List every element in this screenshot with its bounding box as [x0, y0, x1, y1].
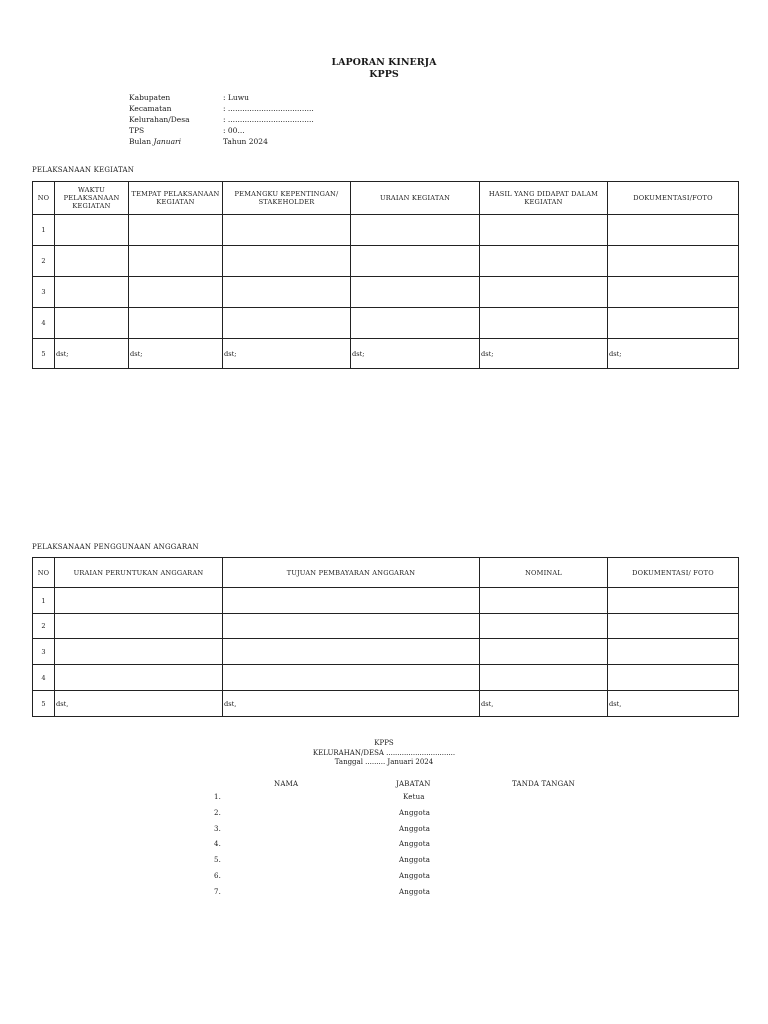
col-header-hasil: HASIL YANG DIDAPAT DALAM KEGIATAN [480, 182, 608, 215]
tps-label: TPS [129, 126, 145, 135]
member-number: 2. [214, 809, 222, 817]
table-cell [351, 308, 480, 339]
table-cell: dst, [608, 691, 739, 717]
table-cell [223, 588, 480, 614]
table-cell [480, 639, 608, 665]
row-number: 3 [33, 277, 55, 308]
bulan-value: Tahun 2024 [223, 137, 268, 146]
table-cell [55, 614, 223, 639]
col-header-dokumentasi: DOKUMENTASI/ FOTO [608, 558, 739, 588]
table-cell [55, 308, 129, 339]
member-jabatan: Anggota [399, 856, 431, 864]
table-cell [223, 308, 351, 339]
row-number: 1 [33, 215, 55, 246]
table-cell: dst; [129, 339, 223, 369]
kegiatan-table [32, 181, 739, 369]
table-row [33, 339, 739, 369]
table-cell [608, 246, 739, 277]
table-cell [223, 246, 351, 277]
report-info [129, 92, 314, 147]
report-title: LAPORAN KINERJA [331, 57, 437, 68]
table-cell: dst; [223, 339, 351, 369]
row-number: 4 [33, 308, 55, 339]
row-number: 1 [33, 588, 55, 614]
section-title-anggaran: PELAKSANAAN PENGGUNAAN ANGGARAN [32, 543, 199, 551]
table-cell [608, 614, 739, 639]
row-number: 4 [33, 665, 55, 691]
table-row [33, 215, 739, 246]
kabupaten-value: : Luwu [223, 93, 249, 102]
table-cell [129, 246, 223, 277]
col-header-jabatan: JABATAN [396, 780, 431, 788]
table-cell [55, 246, 129, 277]
col-header-no: NO [33, 558, 55, 588]
member-number: 7. [214, 888, 222, 896]
col-header-nama: NAMA [274, 780, 299, 788]
table-row [33, 639, 739, 665]
table-cell [480, 665, 608, 691]
row-number: 2 [33, 614, 55, 639]
col-header-nominal: NOMINAL [480, 558, 608, 588]
row-number: 5 [33, 691, 55, 717]
kelurahan-label: Kelurahan/Desa [129, 115, 190, 124]
member-jabatan: Ketua [403, 793, 425, 801]
col-header-dokumentasi: DOKUMENTASI/FOTO [608, 182, 739, 215]
col-header-uraian: URAIAN KEGIATAN [351, 182, 480, 215]
table-row [33, 308, 739, 339]
col-header-tempat: TEMPAT PELAKSANAAN KEGIATAN [129, 182, 223, 215]
bulan-label: Bulan [129, 137, 152, 146]
row-number: 3 [33, 639, 55, 665]
col-header-waktu: WAKTU PELAKSANAAN KEGIATAN [55, 182, 129, 215]
table-cell [55, 215, 129, 246]
report-subtitle: KPPS [369, 69, 399, 80]
table-cell: dst; [351, 339, 480, 369]
table-cell [480, 277, 608, 308]
table-header-row [33, 558, 739, 588]
row-number: 2 [33, 246, 55, 277]
table-cell [55, 665, 223, 691]
table-cell [608, 277, 739, 308]
table-cell: dst; [608, 339, 739, 369]
member-jabatan: Anggota [399, 840, 431, 848]
table-cell [223, 277, 351, 308]
table-cell [608, 588, 739, 614]
member-number: 3. [214, 825, 222, 833]
table-cell: dst; [480, 339, 608, 369]
table-row [33, 614, 739, 639]
col-header-uraian-peruntukan: URAIAN PERUNTUKAN ANGGARAN [55, 558, 223, 588]
col-header-tujuan: TUJUAN PEMBAYARAN ANGGARAN [223, 558, 480, 588]
table-cell: dst, [480, 691, 608, 717]
col-header-tanda-tangan: TANDA TANGAN [512, 780, 575, 788]
tps-value: : 00... [223, 126, 245, 135]
table-header-row [33, 182, 739, 215]
signature-org: KPPS [374, 739, 394, 747]
col-header-no: NO [33, 182, 55, 215]
member-jabatan: Anggota [399, 809, 431, 817]
table-cell [480, 308, 608, 339]
member-number: 6. [214, 872, 222, 880]
table-cell [129, 277, 223, 308]
table-cell [480, 614, 608, 639]
table-row [33, 277, 739, 308]
table-cell: dst, [55, 691, 223, 717]
table-row [33, 665, 739, 691]
table-cell [129, 215, 223, 246]
table-cell [223, 639, 480, 665]
col-header-pemangku: PEMANGKU KEPENTINGAN/ STAKEHOLDER [223, 182, 351, 215]
table-cell [351, 277, 480, 308]
section-title-kegiatan: PELAKSANAAN KEGIATAN [32, 166, 135, 174]
table-cell [608, 665, 739, 691]
table-cell [480, 246, 608, 277]
signature-date: Tanggal ......... Januari 2024 [334, 758, 434, 766]
table-cell [223, 614, 480, 639]
table-row [33, 246, 739, 277]
kecamatan-value: : .................................... [223, 104, 314, 113]
table-cell: dst, [223, 691, 480, 717]
member-number: 1. [214, 793, 222, 801]
table-row [33, 691, 739, 717]
table-cell [608, 308, 739, 339]
table-cell [129, 308, 223, 339]
member-number: 5. [214, 856, 222, 864]
table-cell [223, 665, 480, 691]
bulan-month: Januari [153, 137, 182, 146]
table-cell [351, 246, 480, 277]
row-number: 5 [33, 339, 55, 369]
member-jabatan: Anggota [399, 825, 431, 833]
table-cell [223, 215, 351, 246]
anggaran-table [32, 557, 739, 717]
table-cell [480, 588, 608, 614]
table-cell [608, 215, 739, 246]
table-cell [55, 588, 223, 614]
signature-list [0, 779, 768, 909]
member-jabatan: Anggota [399, 888, 431, 896]
table-cell [351, 215, 480, 246]
kelurahan-value: : .................................... [223, 115, 314, 124]
kabupaten-label: Kabupaten [129, 93, 171, 102]
table-row [33, 588, 739, 614]
signature-location: KELURAHAN/DESA ............................... [312, 749, 456, 757]
member-jabatan: Anggota [399, 872, 431, 880]
table-cell [55, 639, 223, 665]
table-cell [55, 277, 129, 308]
table-cell: dst; [55, 339, 129, 369]
kecamatan-label: Kecamatan [129, 104, 172, 113]
table-cell [608, 639, 739, 665]
table-cell [480, 215, 608, 246]
member-number: 4. [214, 840, 222, 848]
